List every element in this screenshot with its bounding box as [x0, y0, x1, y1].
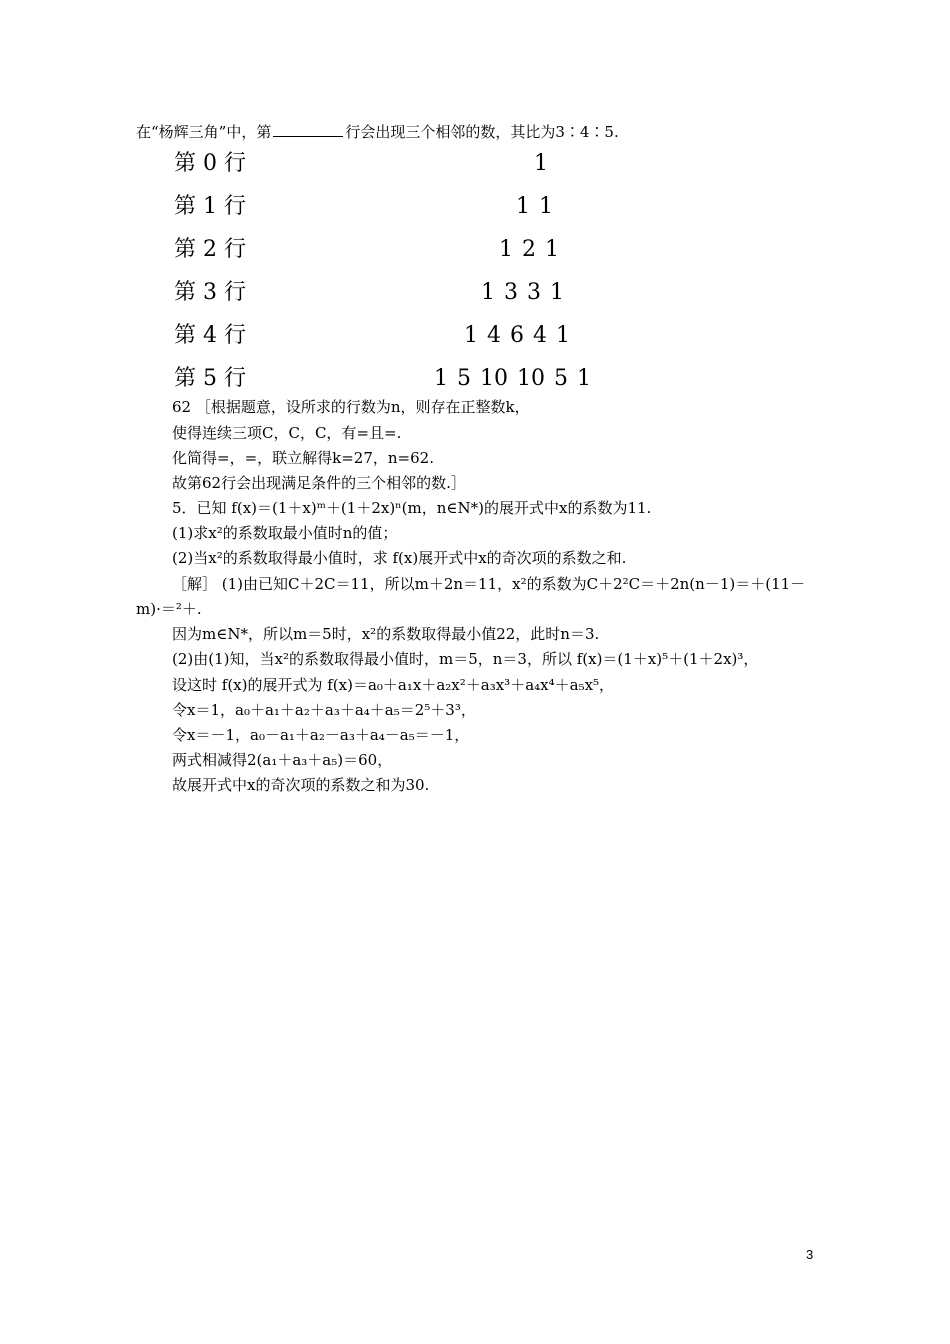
triangle-row-label: 第 2 行 — [174, 237, 246, 262]
problem-part-2: (2)当x²的系数取得最小值时，求 f(x)展开式中x的奇次项的系数之和. — [172, 549, 627, 567]
solution-line: 设这时 f(x)的展开式为 f(x)＝a₀＋a₁x＋a₂x²＋a₃x³＋a₄x⁴＋a₅x⁵， — [172, 676, 615, 694]
page-number: 3 — [806, 1247, 814, 1262]
solution-line: 化简得=，=，联立解得k=27，n=62. — [172, 449, 434, 467]
triangle-row-numbers: 1 2 1 — [499, 237, 559, 262]
problem-part-1: (1)求x²的系数取最小值时n的值； — [172, 524, 398, 542]
triangle-row-numbers: 1 1 — [516, 194, 553, 219]
solution-line: 令x＝1，a₀＋a₁＋a₂＋a₃＋a₄＋a₅＝2⁵＋3³， — [172, 701, 476, 719]
triangle-row-numbers: 1 — [534, 151, 548, 176]
question-intro-after: 行会出现三个相邻的数，其比为3∶4∶5. — [345, 123, 619, 141]
solution-line: 故第62行会出现满足条件的三个相邻的数.］ — [172, 474, 466, 492]
question-intro — [136, 122, 619, 142]
solution-line: 使得连续三项C，C，C，有=且=. — [172, 424, 402, 442]
triangle-row-label: 第 5 行 — [174, 366, 246, 391]
triangle-row-label: 第 0 行 — [174, 151, 246, 176]
triangle-row-label: 第 1 行 — [174, 194, 246, 219]
solution-line: 62 ［根据题意，设所求的行数为n，则存在正整数k， — [172, 398, 530, 416]
solution-line: 两式相减得2(a₁＋a₃＋a₅)＝60， — [172, 751, 393, 769]
problem-statement: 5．已知 f(x)＝(1＋x)ᵐ＋(1＋2x)ⁿ(m，n∈N*)的展开式中x的系数为11. — [172, 499, 652, 517]
solution-line: ［解］ (1)由已知C＋2C＝11，所以m＋2n＝11，x²的系数为C＋2²C＝＋2n(n－1)＝＋(11－ — [172, 575, 806, 593]
triangle-row-numbers: 1 3 3 1 — [481, 280, 564, 305]
triangle-row-label: 第 3 行 — [174, 280, 246, 305]
triangle-row-label: 第 4 行 — [174, 323, 246, 348]
solution-line: m)·＝²＋. — [136, 600, 202, 618]
triangle-row-numbers: 1 5 10 10 5 1 — [434, 366, 591, 391]
solution-line: 因为m∈N*，所以m＝5时，x²的系数取得最小值22，此时n＝3. — [172, 625, 600, 643]
solution-line: 故展开式中x的奇次项的系数之和为30. — [172, 776, 430, 794]
question-intro-before: 在“杨辉三角”中，第 — [136, 123, 272, 141]
triangle-row-numbers: 1 4 6 4 1 — [464, 323, 570, 348]
solution-line: 令x＝－1，a₀－a₁＋a₂－a₃＋a₄－a₅＝－1， — [172, 726, 470, 744]
answer-blank — [273, 122, 343, 137]
solution-line: (2)由(1)知，当x²的系数取得最小值时，m＝5，n＝3，所以 f(x)＝(1＋x)⁵＋(1＋2x)³， — [172, 650, 759, 668]
